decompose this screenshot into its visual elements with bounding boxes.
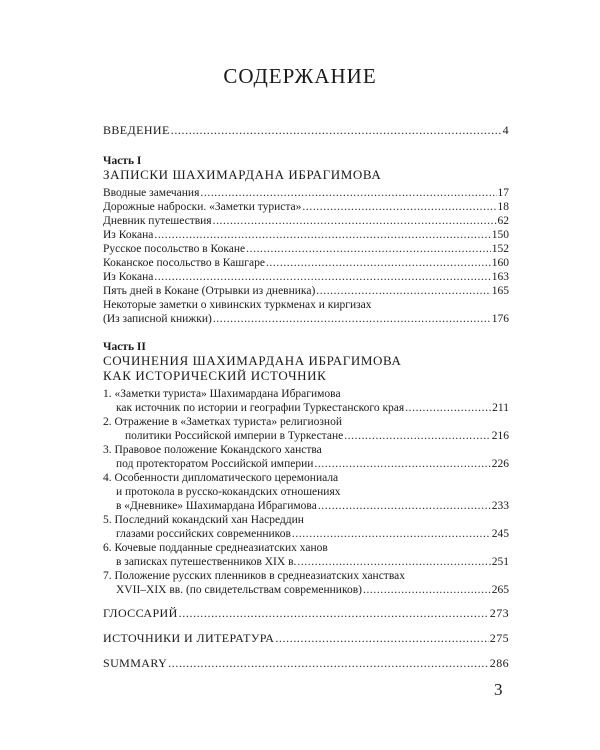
entry-label: ГЛОССАРИЙ: [103, 606, 178, 620]
entry-label: глазами российских современников: [116, 528, 291, 540]
page-number: 3: [494, 680, 503, 699]
leader-dots: [316, 284, 490, 298]
entry-page: 275: [489, 631, 509, 645]
toc-entry-glossary[interactable]: [103, 606, 509, 620]
toc-entry-line: [103, 541, 328, 555]
entry-label: Русское посольство в Кокане: [103, 243, 246, 255]
entry-label: Дорожные наброски. «Заметки туриста»: [103, 201, 302, 213]
entry-page: 216: [491, 430, 509, 442]
toc-entry-line: [103, 415, 342, 429]
leader-dots: [200, 186, 496, 200]
part-1-title: ЗАПИСКИ ШАХИМАРДАНА ИБРАГИМОВА: [103, 167, 382, 182]
part-1-label: Часть I: [103, 155, 142, 167]
entry-label: в «Дневнике» Шахимардана Ибрагимова: [116, 500, 317, 512]
part-2-title: СОЧИНЕНИЯ ШАХИМАРДАНА ИБРАГИМОВА: [103, 353, 402, 368]
leader-dots: [314, 457, 490, 471]
entry-label: Коканское посольство в Кашгаре: [103, 257, 265, 269]
entry-line-text: Кочевые подданные среднеазиатских ханов: [114, 542, 328, 554]
toc-entry-line: Некоторые заметки о хивинских туркменах и киргизах: [103, 299, 372, 311]
leader-dots: [246, 242, 491, 256]
entry-label: как источник по истории и географии Туркестанского края: [116, 402, 405, 414]
toc-entry[interactable]: [103, 256, 509, 270]
entry-page: 286: [489, 656, 509, 670]
entry-line-text: Отражение в «Заметках туриста» религиозной: [114, 416, 342, 428]
entry-number: 3.: [103, 444, 115, 456]
toc-entry[interactable]: [103, 555, 509, 569]
entry-page: 163: [491, 271, 509, 283]
leader-dots: [213, 214, 497, 228]
entry-label: XVII–XIX вв. (по свидетельствам современников): [116, 584, 362, 596]
toc-entry[interactable]: [103, 214, 509, 228]
toc-entry[interactable]: [103, 270, 509, 284]
entry-page: 176: [491, 313, 509, 325]
leader-dots: [171, 123, 502, 137]
entry-number: 5.: [103, 514, 115, 526]
entry-page: 152: [491, 243, 509, 255]
entry-page: 226: [491, 458, 509, 470]
entry-line-text: Особенности дипломатического церемониала: [114, 472, 339, 484]
entry-label: Дневник путешествия: [103, 215, 212, 227]
entry-page: 245: [491, 528, 509, 540]
entry-number: 6.: [103, 542, 115, 554]
entry-page: 251: [491, 556, 509, 568]
toc-entry[interactable]: [103, 499, 509, 513]
entry-line-text: Последний кокандский хан Насреддин: [114, 514, 304, 526]
entry-label: SUMMARY: [103, 656, 168, 670]
leader-dots: [318, 499, 491, 513]
entry-number: 4.: [103, 472, 115, 484]
entry-label: политики Российской империи в Туркестане: [125, 430, 344, 442]
entry-page: 233: [491, 500, 509, 512]
entry-page: 265: [491, 584, 509, 596]
toc-entry-line: [103, 513, 304, 527]
entry-page: 211: [492, 402, 509, 414]
toc-entry[interactable]: [103, 457, 509, 471]
entry-line-text: Правовое положение Кокандского ханства: [114, 444, 322, 456]
toc-entry[interactable]: [103, 527, 509, 541]
entry-label: Вводные замечания: [103, 187, 200, 199]
toc-entry[interactable]: [103, 284, 509, 298]
entry-page: 165: [491, 285, 509, 297]
leader-dots: [168, 656, 489, 670]
entry-page: 62: [497, 215, 509, 227]
toc-entry[interactable]: [103, 583, 509, 597]
entry-line-text: Положение русских пленников в среднеазиатских ханствах: [114, 570, 405, 582]
toc-entry[interactable]: [103, 200, 509, 214]
leader-dots: [154, 228, 490, 242]
leader-dots: [405, 401, 491, 415]
entry-page: 4: [502, 123, 509, 137]
toc-entry[interactable]: [103, 429, 509, 443]
toc-entry-sources[interactable]: [103, 631, 509, 645]
entry-label: ИСТОЧНИКИ И ЛИТЕРАТУРА: [103, 631, 275, 645]
toc-entry-intro[interactable]: [103, 123, 509, 137]
leader-dots: [344, 429, 491, 443]
leader-dots: [275, 631, 488, 645]
entry-number: 1.: [103, 388, 115, 400]
entry-label: под протекторатом Российской империи: [116, 458, 314, 470]
leader-dots: [292, 527, 491, 541]
entry-page: 18: [497, 201, 509, 213]
toc-entry-line: и протокола в русско-кокандских отношениях: [116, 486, 341, 498]
entry-label: Пять дней в Кокане (Отрывки из дневника): [103, 285, 316, 297]
toc-entry[interactable]: [103, 242, 509, 256]
leader-dots: [266, 256, 491, 270]
entry-label: (Из записной книжки): [103, 313, 212, 325]
entry-label: ВВЕДЕНИЕ: [103, 123, 170, 137]
leader-dots: [213, 312, 491, 326]
entry-label: Из Кокана: [103, 271, 154, 283]
toc-entry-line: [103, 443, 322, 457]
leader-dots: [297, 555, 490, 569]
leader-dots: [302, 200, 496, 214]
leader-dots: [363, 583, 491, 597]
part-2-title: КАК ИСТОРИЧЕСКИЙ ИСТОЧНИК: [103, 368, 327, 383]
entry-number: 2.: [103, 416, 115, 428]
entry-page: 150: [491, 229, 509, 241]
toc-entry-line: [103, 471, 338, 485]
toc-entry-line: [103, 387, 341, 401]
entry-label: в записках путешественников XIX в.: [116, 556, 297, 568]
toc-entry-summary[interactable]: [103, 656, 509, 670]
leader-dots: [179, 606, 489, 620]
toc-entry[interactable]: [103, 228, 509, 242]
entry-line-text: «Заметки туриста» Шахимардана Ибрагимова: [114, 388, 341, 400]
leader-dots: [154, 270, 490, 284]
toc-entry[interactable]: [103, 312, 509, 326]
entry-page: 17: [497, 187, 509, 199]
toc-entry[interactable]: [103, 401, 509, 415]
entry-number: 7.: [103, 570, 115, 582]
entry-page: 273: [489, 606, 509, 620]
toc-entry-line: [103, 569, 405, 583]
entry-label: Из Кокана: [103, 229, 154, 241]
toc-entry[interactable]: [103, 186, 509, 200]
part-2-label: Часть II: [103, 341, 146, 353]
page-title: СОДЕРЖАНИЕ: [223, 64, 377, 88]
entry-page: 160: [491, 257, 509, 269]
